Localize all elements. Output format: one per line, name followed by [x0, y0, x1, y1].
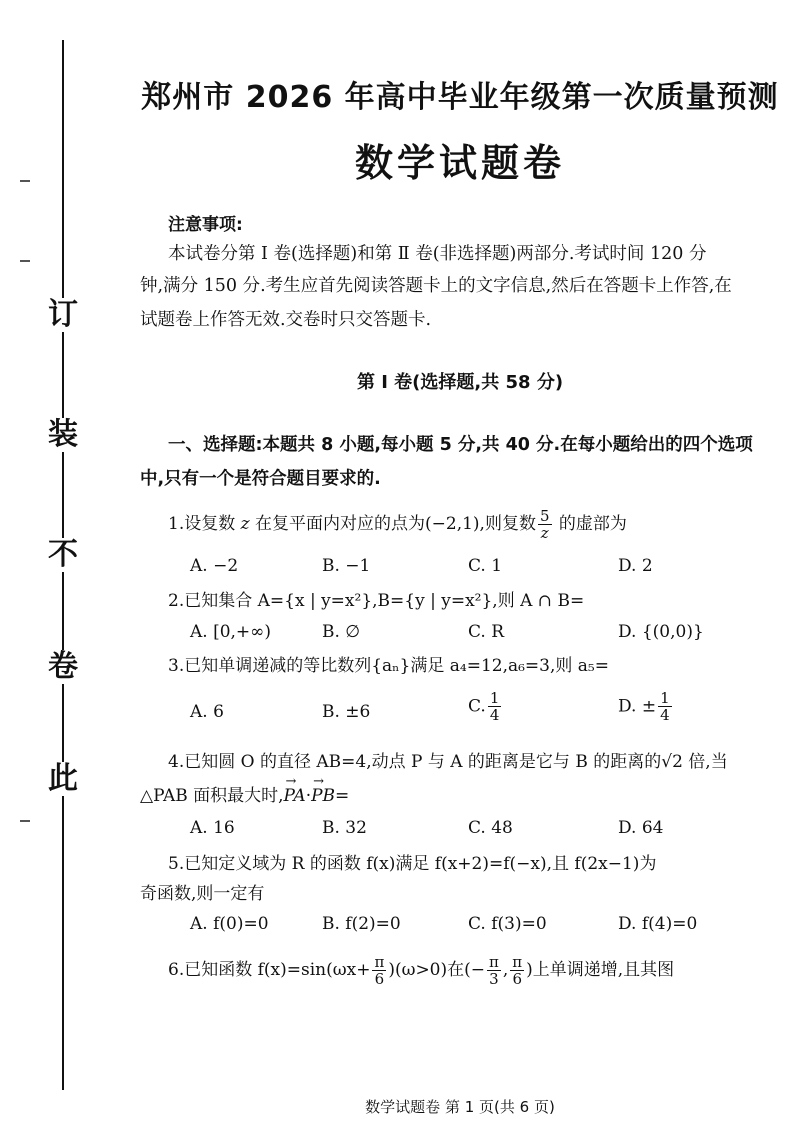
option-b[interactable]: B. ∅	[322, 622, 361, 642]
fraction	[538, 508, 552, 541]
question-3-stem: 3.已知单调递减的等比数列{aₙ}满足 a₄=12,a₆=3,则 a₅=	[168, 656, 609, 676]
text: △PAB 面积最大时,	[140, 786, 284, 806]
section-instruction: 中,只有一个是符合题目要求的.	[140, 469, 381, 489]
fraction-denominator: z	[540, 524, 549, 542]
fraction-denominator: 4	[660, 706, 670, 724]
gutter-tick	[20, 820, 30, 822]
text: )上单调递增,且其图	[526, 960, 675, 980]
fraction-denominator: 4	[489, 706, 500, 724]
gutter-char: 装	[48, 417, 78, 452]
question-1-stem	[168, 508, 780, 541]
text: 在复平面内对应的点为(−2,1),则复数	[249, 514, 536, 534]
option-c[interactable]: C. f(3)=0	[468, 914, 547, 934]
section-instruction: 一、选择题:本题共 8 小题,每小题 5 分,共 40 分.在每小题给出的四个选项	[168, 435, 753, 455]
option-a[interactable]: A. f(0)=0	[190, 914, 269, 934]
option-a[interactable]: A. 6	[190, 702, 224, 722]
option-b[interactable]: B. 32	[322, 818, 367, 838]
fraction	[372, 954, 386, 987]
gutter-char: 此	[48, 761, 78, 796]
option-b[interactable]: B. −1	[322, 556, 371, 576]
question-4-stem: 4.已知圆 O 的直径 AB=4,动点 P 与 A 的距离是它与 B 的距离的√2 倍,当	[168, 752, 728, 772]
text: ,	[502, 960, 509, 980]
option-c[interactable]: C. 1	[468, 556, 503, 576]
vector-pa: → PA	[284, 780, 306, 812]
fraction-denominator: 3	[489, 970, 499, 988]
text: 6.已知函数 f(x)=sin(ωx+	[168, 960, 371, 980]
text: =	[335, 786, 350, 806]
option-c[interactable]: C. R	[468, 622, 505, 642]
var-z: z	[240, 514, 250, 534]
page-footer: 数学试题卷 第 1 页(共 6 页)	[365, 1098, 555, 1116]
fraction	[487, 954, 501, 987]
gutter-char: 订	[48, 297, 78, 332]
gutter-tick	[20, 180, 30, 182]
notice-heading: 注意事项:	[168, 215, 243, 235]
fraction-numerator: π	[512, 953, 523, 971]
option-a[interactable]: A. 16	[190, 818, 235, 838]
question-4-stem-cont	[140, 780, 752, 812]
text: )(ω>0)在(−	[388, 960, 486, 980]
fraction	[658, 690, 672, 723]
notice-line: 本试卷分第 Ⅰ 卷(选择题)和第 Ⅱ 卷(非选择题)两部分.考试时间 120 分	[168, 244, 707, 264]
option-d[interactable]: D. 64	[618, 818, 664, 838]
option-c[interactable]	[468, 690, 503, 723]
option-c[interactable]: C. 48	[468, 818, 513, 838]
option-b[interactable]: B. f(2)=0	[322, 914, 401, 934]
fraction-numerator: π	[374, 953, 385, 971]
option-d[interactable]	[618, 690, 674, 723]
fraction-numerator: 5	[539, 507, 550, 525]
option-d[interactable]: D. 2	[618, 556, 653, 576]
question-6-stem	[168, 954, 780, 987]
text: 的虚部为	[553, 514, 627, 534]
option-prefix: C.	[468, 696, 486, 717]
gutter-char: 不	[48, 537, 78, 572]
section-title: 第 Ⅰ 卷(选择题,共 58 分)	[356, 372, 564, 393]
gutter-char: 卷	[48, 649, 78, 684]
question-5-stem-cont: 奇函数,则一定有	[140, 884, 265, 904]
fraction	[510, 954, 524, 987]
fraction-numerator: 1	[660, 689, 670, 707]
fraction-numerator: π	[489, 953, 499, 971]
question-5-stem: 5.已知定义域为 R 的函数 f(x)满足 f(x+2)=f(−x),且 f(2x−1)为	[168, 854, 657, 874]
option-a[interactable]: A. −2	[190, 556, 239, 576]
option-b[interactable]: B. ±6	[322, 702, 371, 722]
option-d[interactable]: D. {(0,0)}	[618, 622, 704, 642]
fraction-denominator: 6	[374, 970, 385, 988]
dot-operator: ·	[305, 786, 312, 806]
exam-title: 郑州市 2026 年高中毕业年级第一次质量预测	[141, 80, 779, 115]
option-d[interactable]: D. f(4)=0	[618, 914, 698, 934]
notice-line: 钟,满分 150 分.考生应首先阅读答题卡上的文字信息,然后在答题卡上作答,在	[140, 276, 732, 296]
fraction-denominator: 6	[512, 970, 522, 988]
option-prefix: D. ±	[618, 696, 657, 717]
fraction	[488, 690, 502, 723]
option-a[interactable]: A. [0,+∞)	[190, 622, 271, 642]
vector-pb: → PB	[311, 780, 335, 812]
notice-line: 试题卷上作答无效.交卷时只交答题卡.	[140, 310, 432, 330]
question-2-stem: 2.已知集合 A={x | y=x²},B={y | y=x²},则 A ∩ B=	[168, 591, 585, 611]
paper-subtitle: 数学试题卷	[354, 141, 565, 185]
text: 1.设复数	[168, 514, 241, 534]
fraction-numerator: 1	[489, 689, 500, 707]
gutter-tick	[20, 260, 30, 262]
